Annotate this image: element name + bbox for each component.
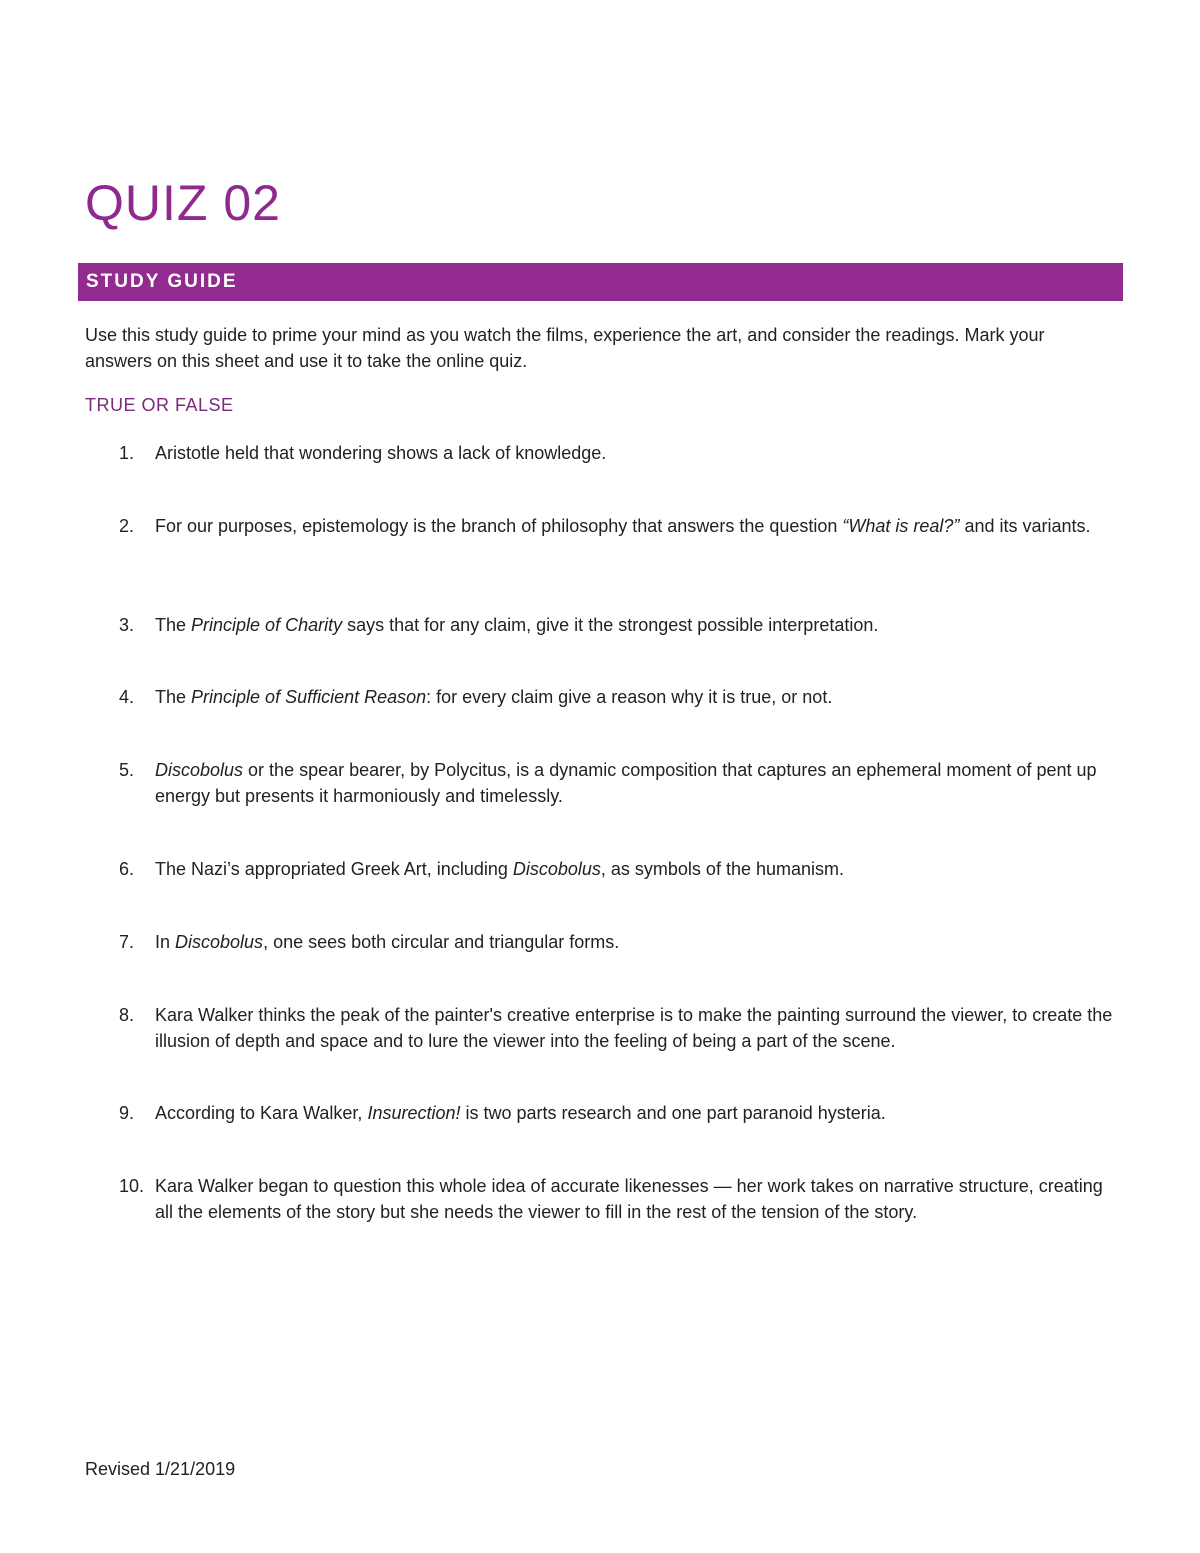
question-italic-term: Discobolus: [175, 932, 264, 952]
question-number: 6.: [119, 859, 135, 879]
study-guide-banner: [78, 263, 1123, 301]
question-text-run: , one sees both circular and triangular forms.: [263, 932, 620, 952]
question-number: 10.: [119, 1176, 145, 1196]
question-italic-term: Principle of Charity: [191, 615, 343, 635]
question-text: [155, 757, 1115, 809]
question-number: 2.: [119, 516, 135, 536]
question-text: [155, 1002, 1115, 1054]
question-number: 8.: [119, 1005, 135, 1025]
page-title: QUIZ 02: [85, 175, 281, 231]
question-text-run: The Nazi’s appropriated Greek Art, including: [155, 859, 513, 879]
intro-paragraph: Use this study guide to prime your mind as you watch the films, experience the art, and consider the readings. Mark your answers on this sheet and use it to take the online quiz.: [85, 325, 1045, 371]
question-italic-term: Principle of Sufficient Reason: [191, 687, 427, 707]
question-number: 1.: [119, 443, 135, 463]
question-italic-term: Discobolus: [155, 760, 244, 780]
question-text-run: says that for any claim, give it the strongest possible interpretation.: [342, 615, 879, 635]
true-or-false-heading: TRUE OR FALSE: [85, 395, 234, 415]
question-text-run: Kara Walker began to question this whole idea of accurate likenesses — her work takes on narrative structure, creating all the elements of the story but she needs the viewer to fill in the rest of the tension of the story.: [155, 1176, 1103, 1222]
question-text: [155, 612, 1115, 638]
question-text-run: : for every claim give a reason why it is true, or not.: [426, 687, 833, 707]
question-text: [155, 1100, 1115, 1126]
question-number: 3.: [119, 615, 135, 635]
question-text-run: For our purposes, epistemology is the branch of philosophy that answers the question: [155, 516, 843, 536]
question-text-run: Aristotle held that wondering shows a lack of knowledge.: [155, 443, 607, 463]
question-text-run: or the spear bearer, by Polycitus, is a dynamic composition that captures an ephemeral moment of pent up energy but presents it harmoniously and timelessly.: [155, 760, 1097, 806]
question-text: [155, 1173, 1115, 1225]
question-number: 9.: [119, 1103, 135, 1123]
question-italic-term: Insurection!: [367, 1103, 461, 1123]
question-number: 4.: [119, 687, 135, 707]
question-text-run: Kara Walker thinks the peak of the painter's creative enterprise is to make the painting surround the viewer, to create the illusion of depth and space and to lure the viewer into the feeling of being a part of the scene.: [155, 1005, 1113, 1051]
question-text-run: is two parts research and one part paranoid hysteria.: [460, 1103, 886, 1123]
question-italic-term: Discobolus: [512, 859, 601, 879]
revision-date: Revised 1/21/2019: [85, 1459, 236, 1479]
question-text: [155, 513, 1115, 539]
question-number: 5.: [119, 760, 135, 780]
question-text: [155, 684, 1115, 710]
question-text: [155, 856, 1115, 882]
study-guide-label: STUDY GUIDE: [86, 271, 238, 292]
question-text-run: The: [155, 615, 192, 635]
question-text-run: The: [155, 687, 192, 707]
question-text-run: and its variants.: [959, 516, 1091, 536]
question-text-run: In: [155, 932, 176, 952]
question-number: 7.: [119, 932, 135, 952]
question-text-run: , as symbols of the humanism.: [600, 859, 845, 879]
question-text: [155, 440, 1115, 466]
question-text-run: According to Kara Walker,: [155, 1103, 368, 1123]
question-text: [155, 929, 1115, 955]
question-italic-term: “What is real?”: [842, 516, 960, 536]
